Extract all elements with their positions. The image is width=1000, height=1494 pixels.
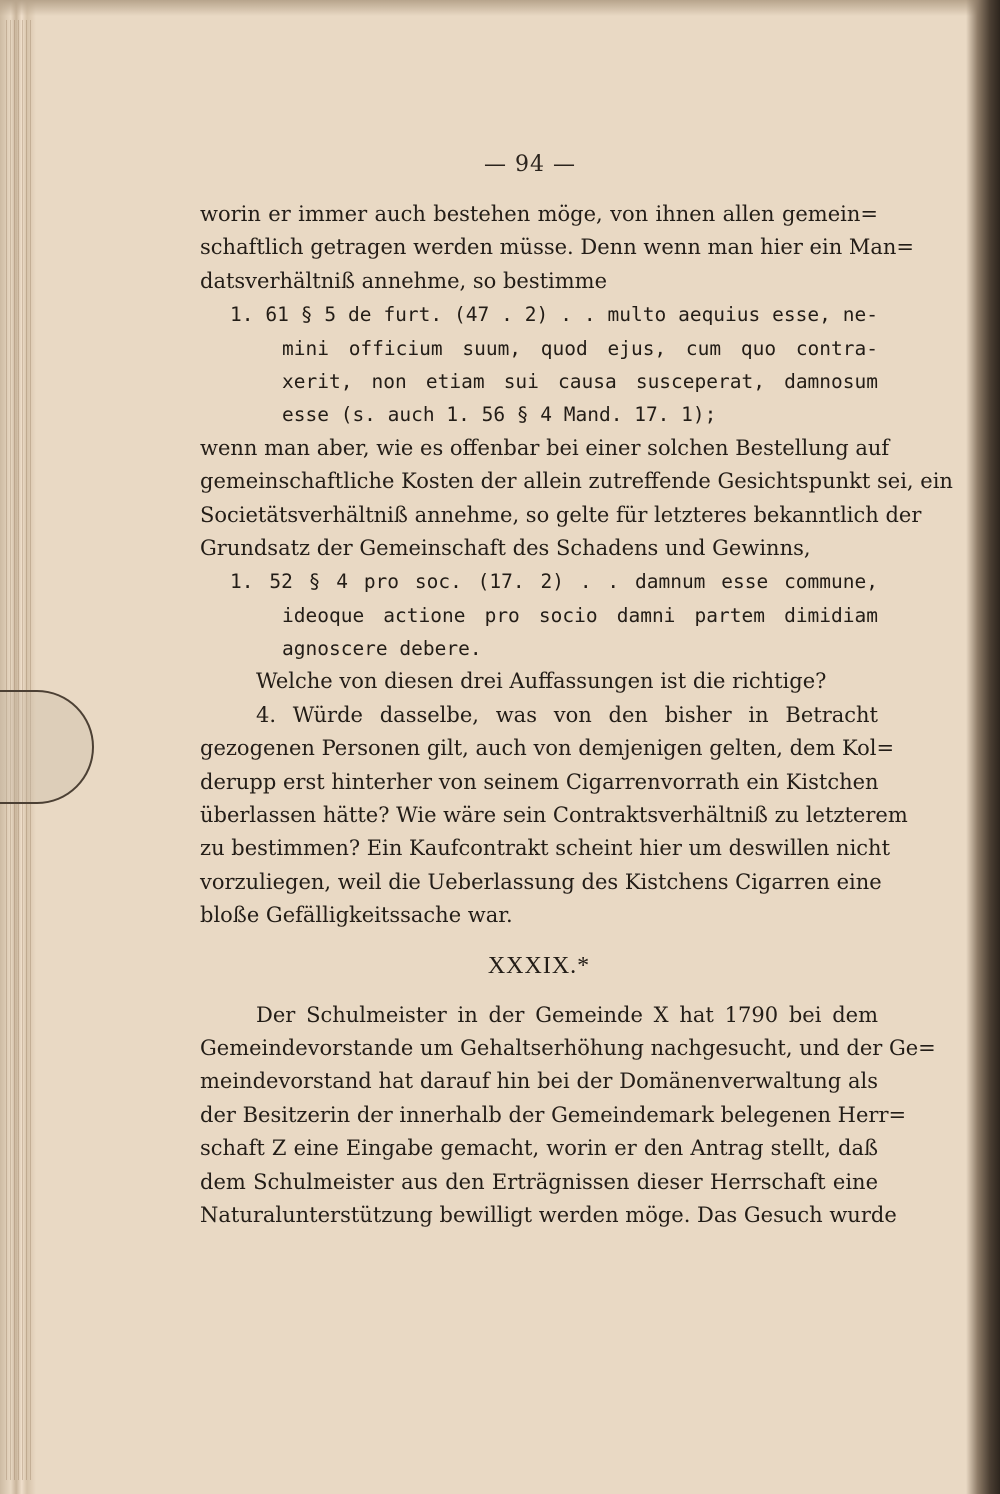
text-line: datsverhältniß annehme, so bestimme (200, 268, 608, 293)
latin-citation-line: mini officium suum, quod ejus, cum quo contra- (282, 336, 878, 360)
text-line: dem Schulmeister aus den Erträgnissen dieser Herrschaft eine (200, 1169, 878, 1194)
section-heading: XXXIX.* (487, 952, 591, 979)
text-line: überlassen hätte? Wie wäre sein Contraktsverhältniß zu letzterem (200, 803, 908, 828)
text-line: wenn man aber, wie es offenbar bei einer solchen Bestellung auf (200, 435, 890, 460)
text-line: derupp erst hinterher von seinem Cigarrenvorrath ein Kistchen (200, 769, 879, 794)
latin-citation-line: agnoscere debere. (282, 637, 482, 661)
latin-citation-line: xerit, non etiam sui causa susceperat, damnosum (282, 369, 878, 393)
text-line: der Besitzerin der innerhalb der Gemeindemark belegenen Herr= (200, 1102, 907, 1127)
text-line: schaftlich getragen werden müsse. Denn wenn man hier ein Man= (200, 235, 915, 260)
text-line: Der Schulmeister in der Gemeinde X hat 1790 bei dem (256, 1002, 878, 1027)
page-clip (0, 690, 94, 804)
body-text (200, 198, 953, 1232)
text-line: Societätsverhältniß annehme, so gelte für letzteres bekanntlich der (200, 502, 922, 527)
text-line: vorzuliegen, weil die Ueberlassung des Kistchens Cigarren eine (200, 869, 882, 894)
text-line: Gemeindevorstande um Gehaltserhöhung nachgesucht, und der Ge= (200, 1035, 936, 1060)
binding-shadow (966, 0, 1000, 1494)
latin-citation-line: esse (s. auch 1. 56 § 4 Mand. 17. 1); (282, 403, 717, 427)
text-line: Grundsatz der Gemeinschaft des Schadens und Gewinns, (200, 535, 811, 560)
text-line: meindevorstand hat darauf hin bei der Domänenverwaltung als (200, 1069, 878, 1094)
page-number: — 94 — (484, 152, 576, 177)
text-line: gezogenen Personen gilt, auch von demjenigen gelten, dem Kol= (200, 736, 895, 761)
text-line: schaft Z eine Eingabe gemacht, worin er den Antrag stellt, daß (200, 1136, 878, 1161)
latin-citation-line: ideoque actione pro socio damni partem dimidiam (282, 603, 878, 627)
text-line: worin er immer auch bestehen möge, von ihnen allen gemein= (200, 202, 878, 226)
latin-citation-line: 1. 61 § 5 de furt. (47 . 2) . . multo aequius esse, ne- (230, 303, 878, 327)
text-line: gemeinschaftliche Kosten der allein zutreffende Gesichtspunkt sei, ein (200, 469, 953, 494)
latin-citation-line: 1. 52 § 4 pro soc. (17. 2) . . damnum esse commune, (230, 570, 878, 594)
text-line: 4. Würde dasselbe, was von den bisher in Betracht (256, 702, 878, 727)
text-line: zu bestimmen? Ein Kaufcontrakt scheint hier um deswillen nicht (200, 836, 891, 861)
text-line: bloße Gefälligkeitssache war. (200, 903, 513, 928)
text-line: Welche von diesen drei Auffassungen ist die richtige? (256, 669, 827, 694)
text-line: Naturalunterstützung bewilligt werden möge. Das Gesuch wurde (200, 1202, 897, 1227)
top-shadow (0, 0, 1000, 16)
